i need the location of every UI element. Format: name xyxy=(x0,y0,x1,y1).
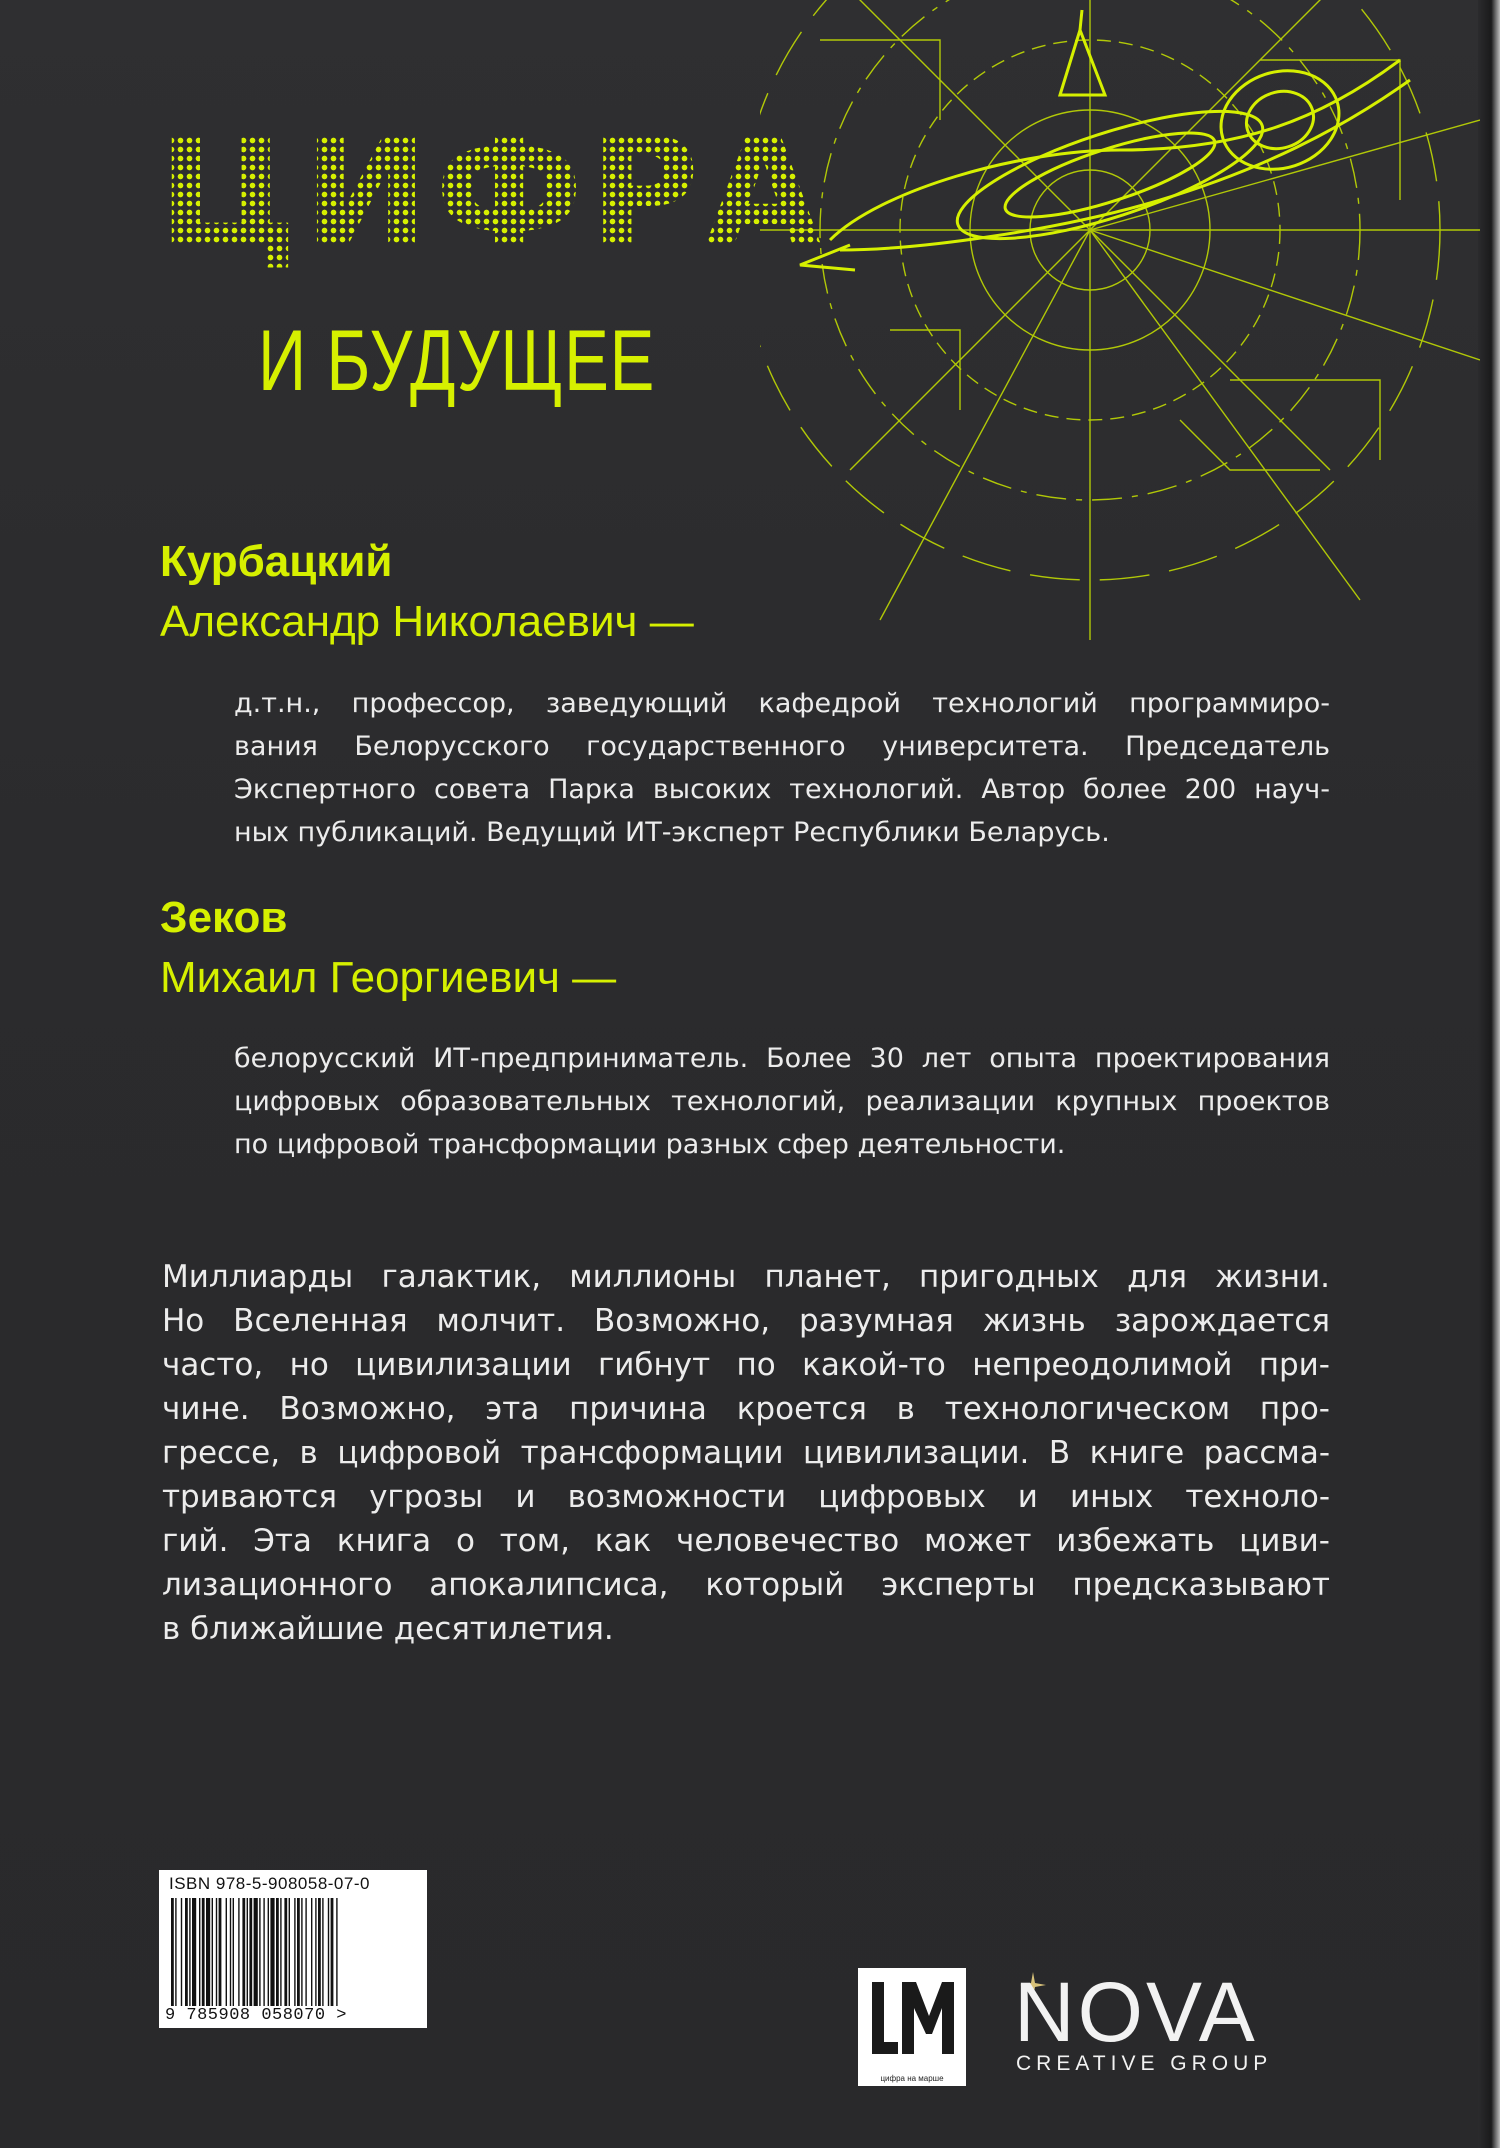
blurb-line: триваются угрозы и возможности цифровых и иных техноло- xyxy=(162,1479,1330,1515)
isbn-barcode xyxy=(159,1870,427,2028)
barcode-bars xyxy=(169,1898,417,2006)
bio-line: ных публикаций. Ведущий ИТ-эксперт Республики Беларусь. xyxy=(234,817,1110,848)
author-bio xyxy=(234,1037,1330,1166)
blurb-line: чине. Возможно, эта причина кроется в технологическом про- xyxy=(162,1391,1330,1427)
blurb-line: лизационного апокалипсиса, который эксперты предсказывают xyxy=(162,1567,1330,1603)
isbn-number: ISBN 978-5-908058-07-0 xyxy=(169,1874,370,1893)
author-name: Михаил Георгиевич — xyxy=(160,953,617,1002)
blurb-line: грессе, в цифровой трансформации цивилизации. В книге рассма- xyxy=(162,1435,1330,1471)
cover-edge xyxy=(1478,0,1500,2148)
blurb-line: в ближайшие десятилетия. xyxy=(162,1611,614,1647)
author-surname: Зеков xyxy=(160,893,288,942)
blurb-line: часто, но цивилизации гибнут по какой-то непреодолимой при- xyxy=(162,1347,1330,1383)
bio-line: белорусский ИТ-предприниматель. Более 30 лет опыта проектирования xyxy=(234,1043,1330,1074)
book-subtitle: И БУДУЩЕЕ xyxy=(258,313,656,409)
lm-publisher-logo xyxy=(858,1968,966,2086)
bio-line: д.т.н., профессор, заведующий кафедрой технологий программиро- xyxy=(234,688,1330,719)
nova-logo-text: NOVA xyxy=(1014,1965,1258,2059)
bio-line: по цифровой трансформации разных сфер деятельности. xyxy=(234,1129,1066,1160)
barcode-digits: 9 785908 058070 > xyxy=(165,2006,347,2025)
lm-logo-icon xyxy=(858,1968,966,2068)
author-surname: Курбацкий xyxy=(160,537,393,586)
bio-line: цифровых образовательных технологий, реализации крупных проектов xyxy=(234,1086,1330,1117)
lm-caption: цифра на марше xyxy=(880,2074,944,2083)
book-title: ЦИФРА xyxy=(158,106,828,280)
spaceship-illustration xyxy=(760,0,1480,640)
blurb-line: Миллиарды галактик, миллионы планет, пригодных для жизни. xyxy=(162,1259,1330,1295)
bio-line: вания Белорусского государственного университета. Председатель xyxy=(234,731,1330,762)
nova-logo-subtitle: CREATIVE GROUP xyxy=(1016,2052,1273,2075)
author-bio xyxy=(234,682,1330,854)
bio-line: Экспертного совета Парка высоких технологий. Автор более 200 науч- xyxy=(234,774,1330,805)
author-name: Александр Николаевич — xyxy=(160,597,694,646)
book-blurb xyxy=(162,1255,1330,1651)
blurb-line: Но Вселенная молчит. Возможно, разумная жизнь зарождается xyxy=(162,1303,1330,1339)
blurb-line: гий. Эта книга о том, как человечество может избежать циви- xyxy=(162,1523,1330,1559)
